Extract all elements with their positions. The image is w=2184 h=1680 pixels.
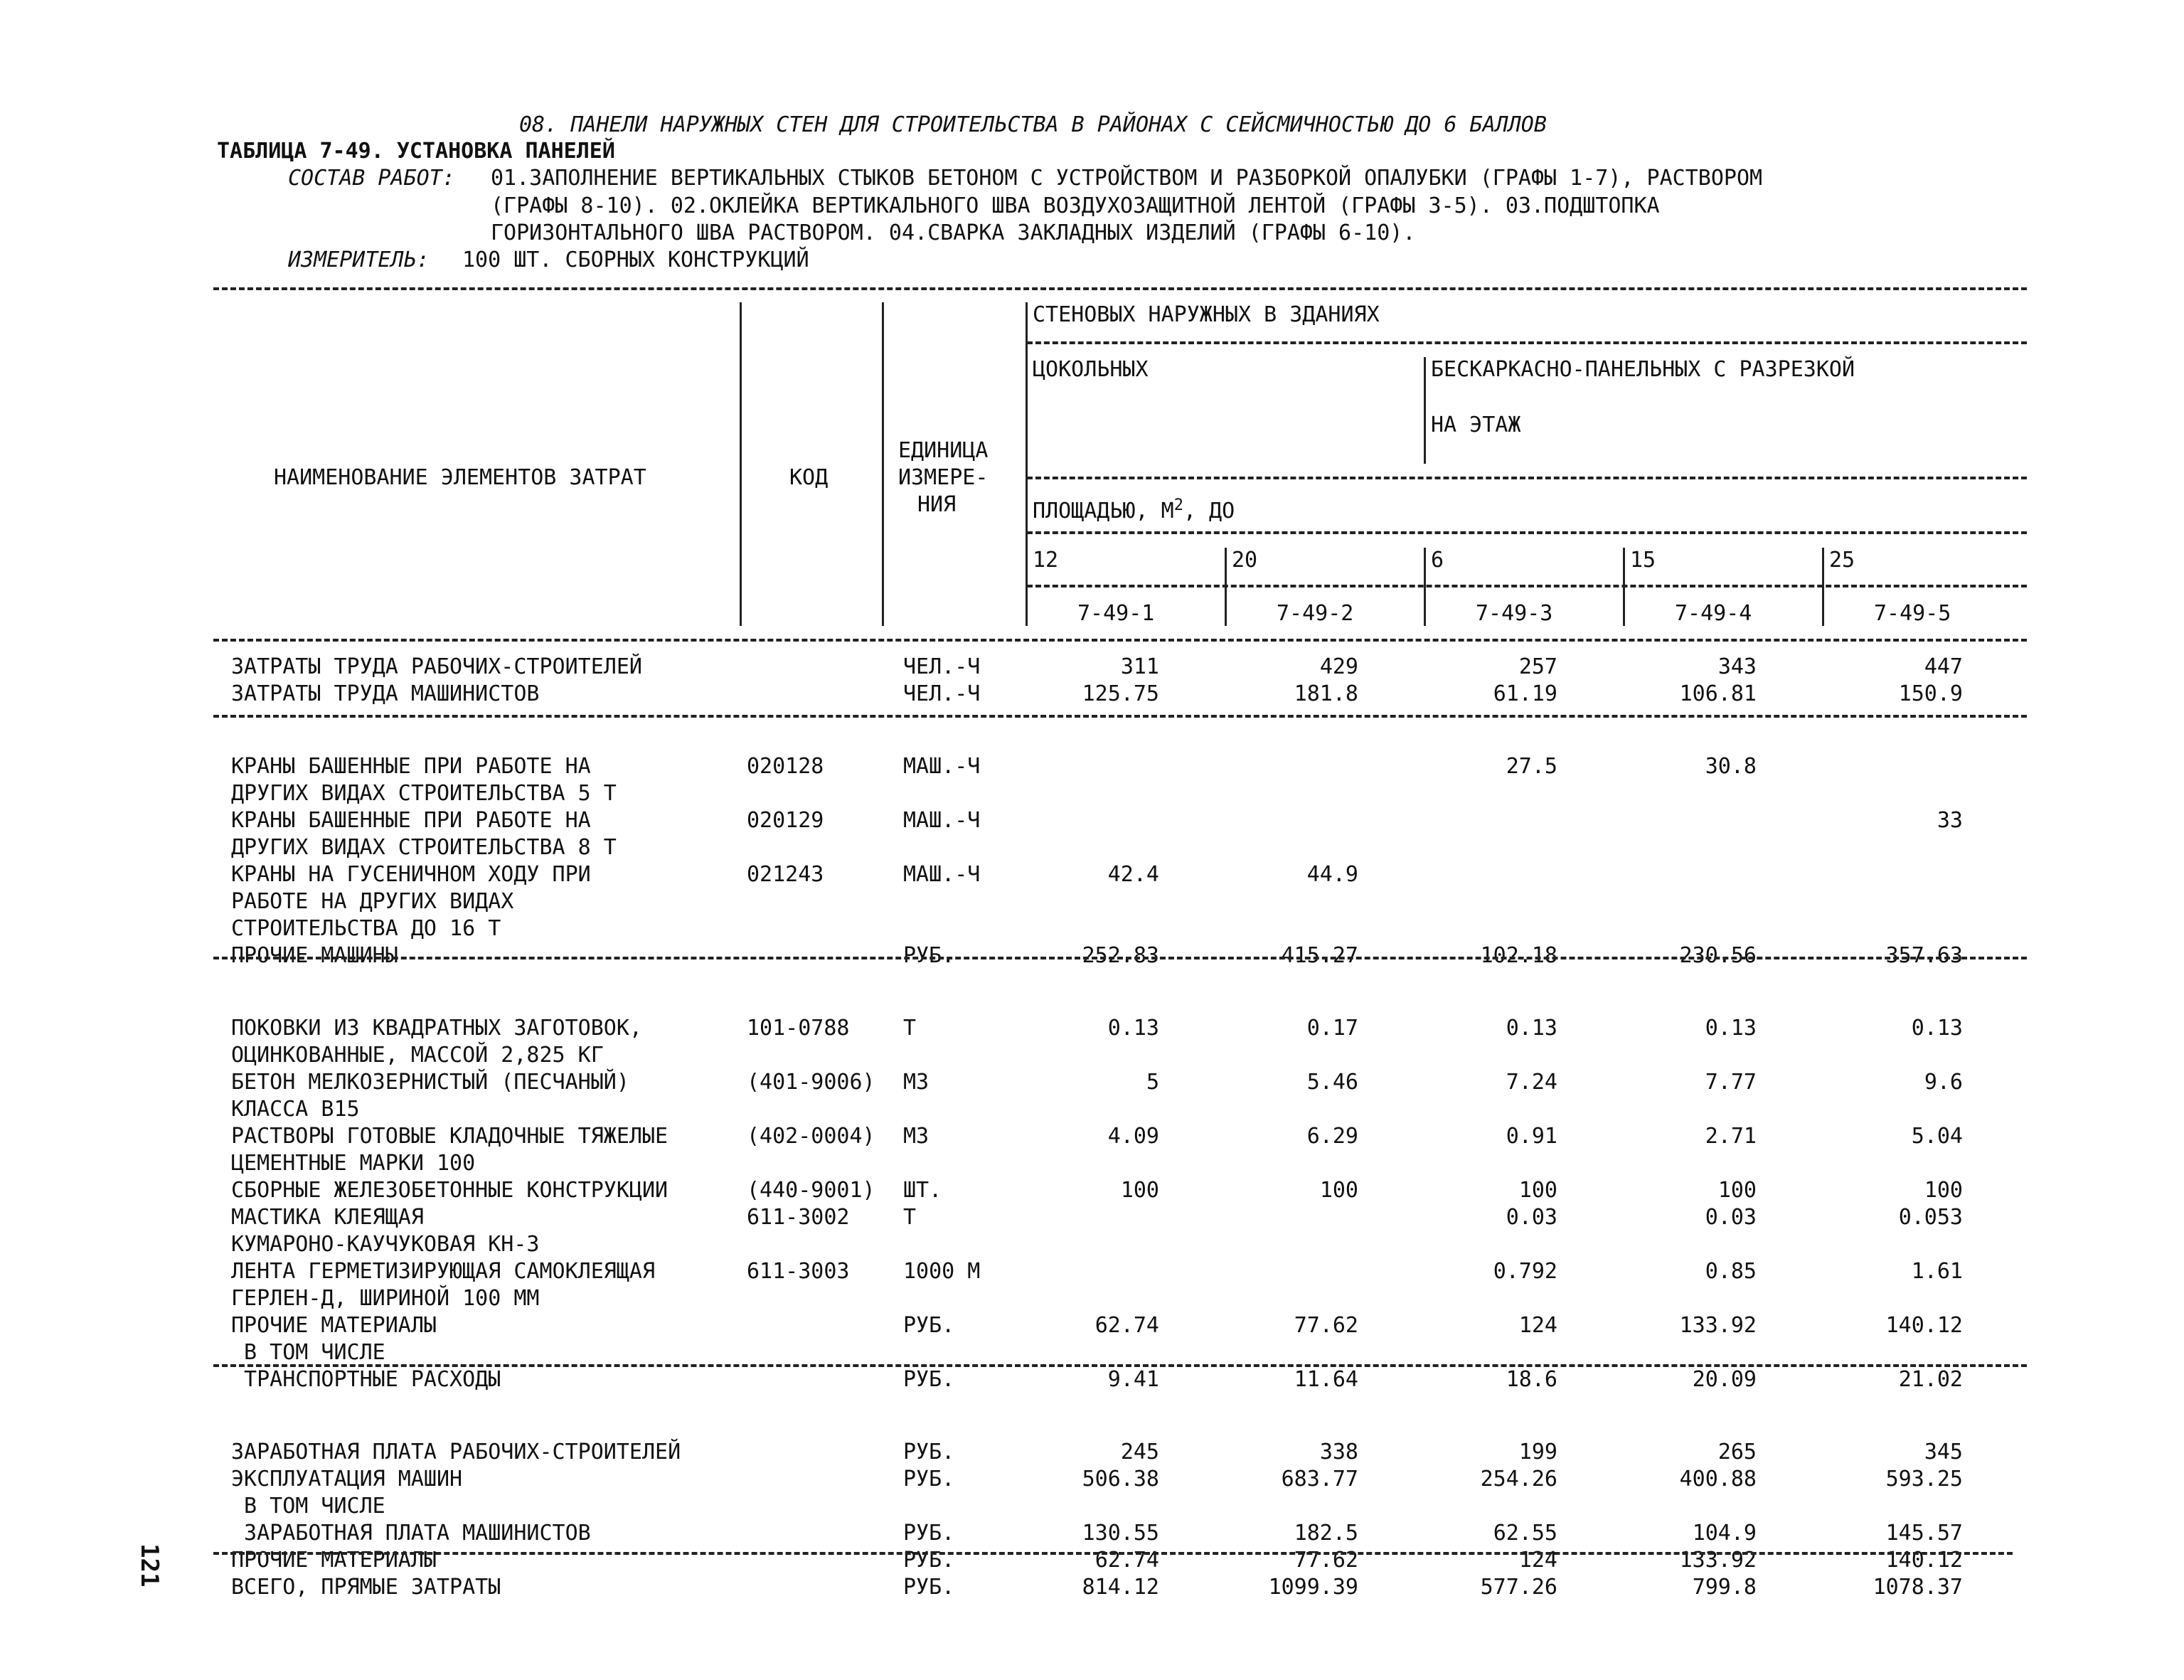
- row-value: 104.9: [1692, 1521, 1757, 1546]
- row-value: 0.053: [1898, 1205, 1963, 1230]
- row-code: 020128: [747, 754, 824, 779]
- row-unit: РУБ.: [903, 1575, 955, 1600]
- row-value: 254.26: [1480, 1467, 1557, 1492]
- row-value: 0.13: [1705, 1016, 1757, 1041]
- row-value: 0.17: [1306, 1016, 1358, 1041]
- rule-area: [1027, 531, 2027, 534]
- row-code: 021243: [747, 862, 824, 887]
- row-value: 7.24: [1506, 1070, 1557, 1095]
- row-name-line: ЗАТРАТЫ ТРУДА РАБОЧИХ-СТРОИТЕЛЕЙ: [231, 654, 642, 679]
- row-value: 100: [1319, 1178, 1358, 1203]
- row-name-line: В ТОМ ЧИСЛЕ: [231, 1340, 385, 1365]
- col-unit-header-2: ИЗМЕРЕ-: [898, 465, 989, 490]
- row-code: 611-3002: [747, 1205, 850, 1230]
- row-name-line: КРАНЫ НА ГУСЕНИЧНОМ ХОДУ ПРИ: [231, 862, 591, 887]
- col-code-label: 7-49-4: [1675, 601, 1752, 626]
- row-name-line: ОЦИНКОВАННЫЕ, МАССОЙ 2,825 КГ: [231, 1043, 604, 1068]
- row-name-line: БЕТОН МЕЛКОЗЕРНИСТЫЙ (ПЕСЧАНЫЙ): [231, 1070, 629, 1095]
- section-rule: [213, 1364, 2027, 1367]
- row-value: 506.38: [1082, 1467, 1159, 1492]
- row-value: 27.5: [1506, 754, 1557, 779]
- row-name-line: ПРОЧИЕ МАТЕРИАЛЫ: [231, 1548, 437, 1573]
- sub-header-basement: ЦОКОЛЬНЫХ: [1033, 357, 1149, 382]
- row-value: 345: [1924, 1440, 1963, 1464]
- row-unit: РУБ.: [903, 1313, 955, 1338]
- size-label: 25: [1829, 548, 1855, 573]
- row-name-line: ДРУГИХ ВИДАХ СТРОИТЕЛЬСТВА 5 Т: [231, 781, 617, 806]
- col-unit-header-3: НИЯ: [917, 492, 957, 517]
- work-line-3: ГОРИЗОНТАЛЬНОГО ШВА РАСТВОРОМ. 04.СВАРКА ЗАКЛАДНЫХ ИЗДЕЛИЙ (ГРАФЫ 6-10).: [491, 220, 1416, 245]
- work-line-2: (ГРАФЫ 8-10). 02.ОКЛЕЙКА ВЕРТИКАЛЬНОГО ШВА ВОЗДУХОЗАЩИТНОЙ ЛЕНТОЙ (ГРАФЫ 3-5). 03.ПОДШТОПКА: [491, 193, 1660, 218]
- row-value: 100: [1120, 1178, 1159, 1203]
- row-code: (401-9006): [747, 1070, 875, 1095]
- measure-label: ИЗМЕРИТЕЛЬ:: [288, 248, 430, 272]
- row-unit: ЧЕЛ.-Ч: [903, 681, 981, 706]
- row-value: 145.57: [1885, 1521, 1963, 1546]
- row-value: 125.75: [1082, 681, 1159, 706]
- row-value: 33: [1937, 808, 1963, 833]
- row-value: 593.25: [1885, 1467, 1963, 1492]
- row-value: 182.5: [1294, 1521, 1358, 1546]
- row-unit: М3: [903, 1070, 929, 1095]
- row-name-line: РАБОТЕ НА ДРУГИХ ВИДАХ: [231, 889, 514, 914]
- row-value: 61.19: [1493, 681, 1557, 706]
- row-value: 814.12: [1082, 1575, 1159, 1600]
- row-value: 0.13: [1911, 1016, 1963, 1041]
- row-name-line: ВСЕГО, ПРЯМЫЕ ЗАТРАТЫ: [231, 1575, 501, 1600]
- work-label: СОСТАВ РАБОТ:: [288, 166, 455, 191]
- row-name-line: ПРОЧИЕ МАШИНЫ: [231, 943, 398, 968]
- table-title: ТАБЛИЦА 7-49. УСТАНОВКА ПАНЕЛЕЙ: [217, 139, 615, 164]
- col-name-header: НАИМЕНОВАНИЕ ЭЛЕМЕНТОВ ЗАТРАТ: [274, 465, 646, 490]
- vrule-code-unit: [882, 302, 884, 626]
- row-value: 9.41: [1107, 1367, 1159, 1392]
- row-name-line: РАСТВОРЫ ГОТОВЫЕ КЛАДОЧНЫЕ ТЯЖЕЛЫЕ: [231, 1124, 668, 1149]
- row-value: 0.13: [1107, 1016, 1159, 1041]
- row-unit: РУБ.: [903, 1440, 955, 1464]
- row-value: 338: [1319, 1440, 1358, 1464]
- row-value: 18.6: [1506, 1367, 1557, 1392]
- col-code-header: КОД: [789, 465, 829, 490]
- row-unit: МАШ.-Ч: [903, 862, 981, 887]
- row-value: 199: [1518, 1440, 1557, 1464]
- area-header: [1033, 493, 1235, 524]
- row-unit: Т: [903, 1205, 917, 1230]
- row-unit: РУБ.: [903, 1367, 955, 1392]
- size-label: 20: [1232, 548, 1258, 573]
- row-value: 0.792: [1493, 1259, 1557, 1284]
- row-value: 0.03: [1506, 1205, 1557, 1230]
- row-value: 447: [1924, 654, 1963, 679]
- area-sup: 2: [1173, 496, 1183, 514]
- col-code-label: 7-49-3: [1476, 601, 1553, 626]
- row-value: 0.85: [1705, 1259, 1757, 1284]
- row-name-line: ГЕРЛЕН-Д, ШИРИНОЙ 100 ММ: [231, 1286, 540, 1311]
- size-label: 15: [1630, 548, 1656, 573]
- row-unit: М3: [903, 1124, 929, 1149]
- rule-group: [1027, 341, 2027, 344]
- row-name-line: ЛЕНТА ГЕРМЕТИЗИРУЮЩАЯ САМОКЛЕЯЩАЯ: [231, 1259, 656, 1284]
- row-name-line: ЗАРАБОТНАЯ ПЛАТА РАБОЧИХ-СТРОИТЕЛЕЙ: [231, 1440, 681, 1464]
- row-value: 100: [1717, 1178, 1757, 1203]
- row-value: 0.91: [1506, 1124, 1557, 1149]
- row-unit: РУБ.: [903, 1467, 955, 1492]
- group-header: СТЕНОВЫХ НАРУЖНЫХ В ЗДАНИЯХ: [1033, 302, 1380, 327]
- row-unit: РУБ.: [903, 1548, 955, 1573]
- vrule-unit-data: [1026, 302, 1028, 626]
- rule-top: [213, 287, 2027, 290]
- row-value: 11.64: [1294, 1367, 1358, 1392]
- row-value: 20.09: [1692, 1367, 1757, 1392]
- row-unit: Т: [903, 1016, 917, 1041]
- row-value: 62.74: [1094, 1313, 1159, 1338]
- row-value: 799.8: [1692, 1575, 1757, 1600]
- rule-sizes: [1027, 585, 2027, 588]
- row-name-line: КЛАССА В15: [231, 1097, 360, 1122]
- sub-header-frameless: БЕСКАРКАСНО-ПАНЕЛЬНЫХ С РАЗРЕЗКОЙ: [1431, 357, 1855, 382]
- row-value: 265: [1717, 1440, 1757, 1464]
- row-value: 357.63: [1885, 943, 1963, 968]
- row-unit: МАШ.-Ч: [903, 754, 981, 779]
- row-value: 400.88: [1679, 1467, 1757, 1492]
- row-value: 1078.37: [1873, 1575, 1963, 1600]
- row-value: 21.02: [1898, 1367, 1963, 1392]
- row-name-line: ПОКОВКИ ИЗ КВАДРАТНЫХ ЗАГОТОВОК,: [231, 1016, 642, 1041]
- row-name-line: ТРАНСПОРТНЫЕ РАСХОДЫ: [231, 1367, 501, 1392]
- row-value: 6.29: [1306, 1124, 1358, 1149]
- row-value: 102.18: [1480, 943, 1557, 968]
- row-value: 2.71: [1705, 1124, 1757, 1149]
- row-value: 100: [1924, 1178, 1963, 1203]
- size-label: 12: [1033, 548, 1059, 573]
- row-value: 77.62: [1294, 1313, 1358, 1338]
- row-name-line: ЗАРАБОТНАЯ ПЛАТА МАШИНИСТОВ: [231, 1521, 591, 1546]
- row-value: 0.03: [1705, 1205, 1757, 1230]
- row-value: 124: [1518, 1548, 1557, 1573]
- row-value: 181.8: [1294, 681, 1358, 706]
- row-value: 577.26: [1480, 1575, 1557, 1600]
- row-value: 140.12: [1885, 1313, 1963, 1338]
- row-name-line: СТРОИТЕЛЬСТВА ДО 16 Т: [231, 916, 501, 941]
- row-value: 9.6: [1924, 1070, 1963, 1095]
- row-code: (440-9001): [747, 1178, 875, 1203]
- row-value: 5.46: [1306, 1070, 1358, 1095]
- vrule-name-code: [740, 302, 742, 626]
- row-value: 0.13: [1506, 1016, 1557, 1041]
- row-value: 415.27: [1281, 943, 1358, 968]
- row-name-line: КРАНЫ БАШЕННЫЕ ПРИ РАБОТЕ НА: [231, 754, 591, 779]
- row-name-line: ЗАТРАТЫ ТРУДА МАШИНИСТОВ: [231, 681, 540, 706]
- row-name-line: КРАНЫ БАШЕННЫЕ ПРИ РАБОТЕ НА: [231, 808, 591, 833]
- section-title: 08. ПАНЕЛИ НАРУЖНЫХ СТЕН ДЛЯ СТРОИТЕЛЬСТВА В РАЙОНАХ С СЕЙСМИЧНОСТЬЮ ДО 6 БАЛЛОВ: [519, 112, 1547, 137]
- row-unit: ЧЕЛ.-Ч: [903, 654, 981, 679]
- work-line-1: 01.ЗАПОЛНЕНИЕ ВЕРТИКАЛЬНЫХ СТЫКОВ БЕТОНОМ С УСТРОЙСТВОМ И РАЗБОРКОЙ ОПАЛУБКИ (ГРАФЫ 1-7), РАСТВОРОМ: [491, 166, 1763, 191]
- section-rule: [213, 957, 2027, 959]
- rule-sub: [1027, 477, 2027, 479]
- row-value: 106.81: [1679, 681, 1757, 706]
- row-unit: РУБ.: [903, 943, 955, 968]
- row-code: 611-3003: [747, 1259, 850, 1284]
- row-value: 257: [1518, 654, 1557, 679]
- row-value: 4.09: [1107, 1124, 1159, 1149]
- size-label: 6: [1431, 548, 1444, 573]
- row-name-line: ЭКСПЛУАТАЦИЯ МАШИН: [231, 1467, 463, 1492]
- row-name-line: МАСТИКА КЛЕЯЩАЯ: [231, 1205, 424, 1230]
- row-unit: МАШ.-Ч: [903, 808, 981, 833]
- row-unit: 1000 М: [903, 1259, 981, 1284]
- measure-value: 100 ШТ. СБОРНЫХ КОНСТРУКЦИЙ: [462, 248, 809, 272]
- vrule-size-3: [1424, 548, 1426, 626]
- row-name-line: В ТОМ ЧИСЛЕ: [231, 1494, 385, 1519]
- row-value: 133.92: [1679, 1313, 1757, 1338]
- row-value: 429: [1319, 654, 1358, 679]
- rule-head-bottom: [213, 639, 2027, 642]
- row-value: 100: [1518, 1178, 1557, 1203]
- row-code: 020129: [747, 808, 824, 833]
- row-value: 683.77: [1281, 1467, 1358, 1492]
- row-value: 5: [1146, 1070, 1159, 1095]
- row-value: 130.55: [1082, 1521, 1159, 1546]
- row-value: 140.12: [1885, 1548, 1963, 1573]
- vrule-size-4: [1623, 548, 1625, 626]
- row-value: 30.8: [1705, 754, 1757, 779]
- page-number: 121: [135, 1543, 164, 1588]
- row-value: 1099.39: [1268, 1575, 1358, 1600]
- row-value: 311: [1120, 654, 1159, 679]
- row-unit: РУБ.: [903, 1521, 955, 1546]
- col-code-label: 7-49-2: [1277, 601, 1354, 626]
- row-value: 124: [1518, 1313, 1557, 1338]
- rule-bottom: [213, 1552, 2013, 1555]
- col-code-label: 7-49-1: [1077, 601, 1155, 626]
- row-name-line: ЦЕМЕНТНЫЕ МАРКИ 100: [231, 1151, 476, 1176]
- row-value: 230.56: [1679, 943, 1757, 968]
- vrule-size-5: [1822, 548, 1824, 626]
- row-value: 44.9: [1306, 862, 1358, 887]
- row-name-line: ДРУГИХ ВИДАХ СТРОИТЕЛЬСТВА 8 Т: [231, 835, 617, 860]
- row-value: 5.04: [1911, 1124, 1963, 1149]
- col-code-label: 7-49-5: [1874, 601, 1951, 626]
- area-tail: , ДО: [1183, 499, 1235, 523]
- vrule-sub-split: [1424, 357, 1426, 464]
- row-value: 62.74: [1094, 1548, 1159, 1573]
- row-value: 150.9: [1898, 681, 1963, 706]
- row-value: 252.83: [1082, 943, 1159, 968]
- row-value: 245: [1120, 1440, 1159, 1464]
- row-code: (402-0004): [747, 1124, 875, 1149]
- row-name-line: ПРОЧИЕ МАТЕРИАЛЫ: [231, 1313, 437, 1338]
- row-unit: ШТ.: [903, 1178, 942, 1203]
- sub-header-per-floor: НА ЭТАЖ: [1431, 413, 1521, 437]
- row-code: 101-0788: [747, 1016, 850, 1041]
- row-value: 133.92: [1679, 1548, 1757, 1573]
- row-name-line: КУМАРОНО-КАУЧУКОВАЯ КН-3: [231, 1232, 540, 1257]
- row-value: 62.55: [1493, 1521, 1557, 1546]
- row-value: 1.61: [1911, 1259, 1963, 1284]
- area-label: ПЛОЩАДЬЮ, М: [1033, 499, 1174, 523]
- vrule-size-2: [1225, 548, 1227, 626]
- row-value: 7.77: [1705, 1070, 1757, 1095]
- row-value: 77.62: [1294, 1548, 1358, 1573]
- row-value: 42.4: [1107, 862, 1159, 887]
- section-rule: [213, 715, 2027, 718]
- col-unit-header-1: ЕДИНИЦА: [898, 438, 989, 463]
- row-name-line: СБОРНЫЕ ЖЕЛЕЗОБЕТОННЫЕ КОНСТРУКЦИИ: [231, 1178, 668, 1203]
- row-value: 343: [1717, 654, 1757, 679]
